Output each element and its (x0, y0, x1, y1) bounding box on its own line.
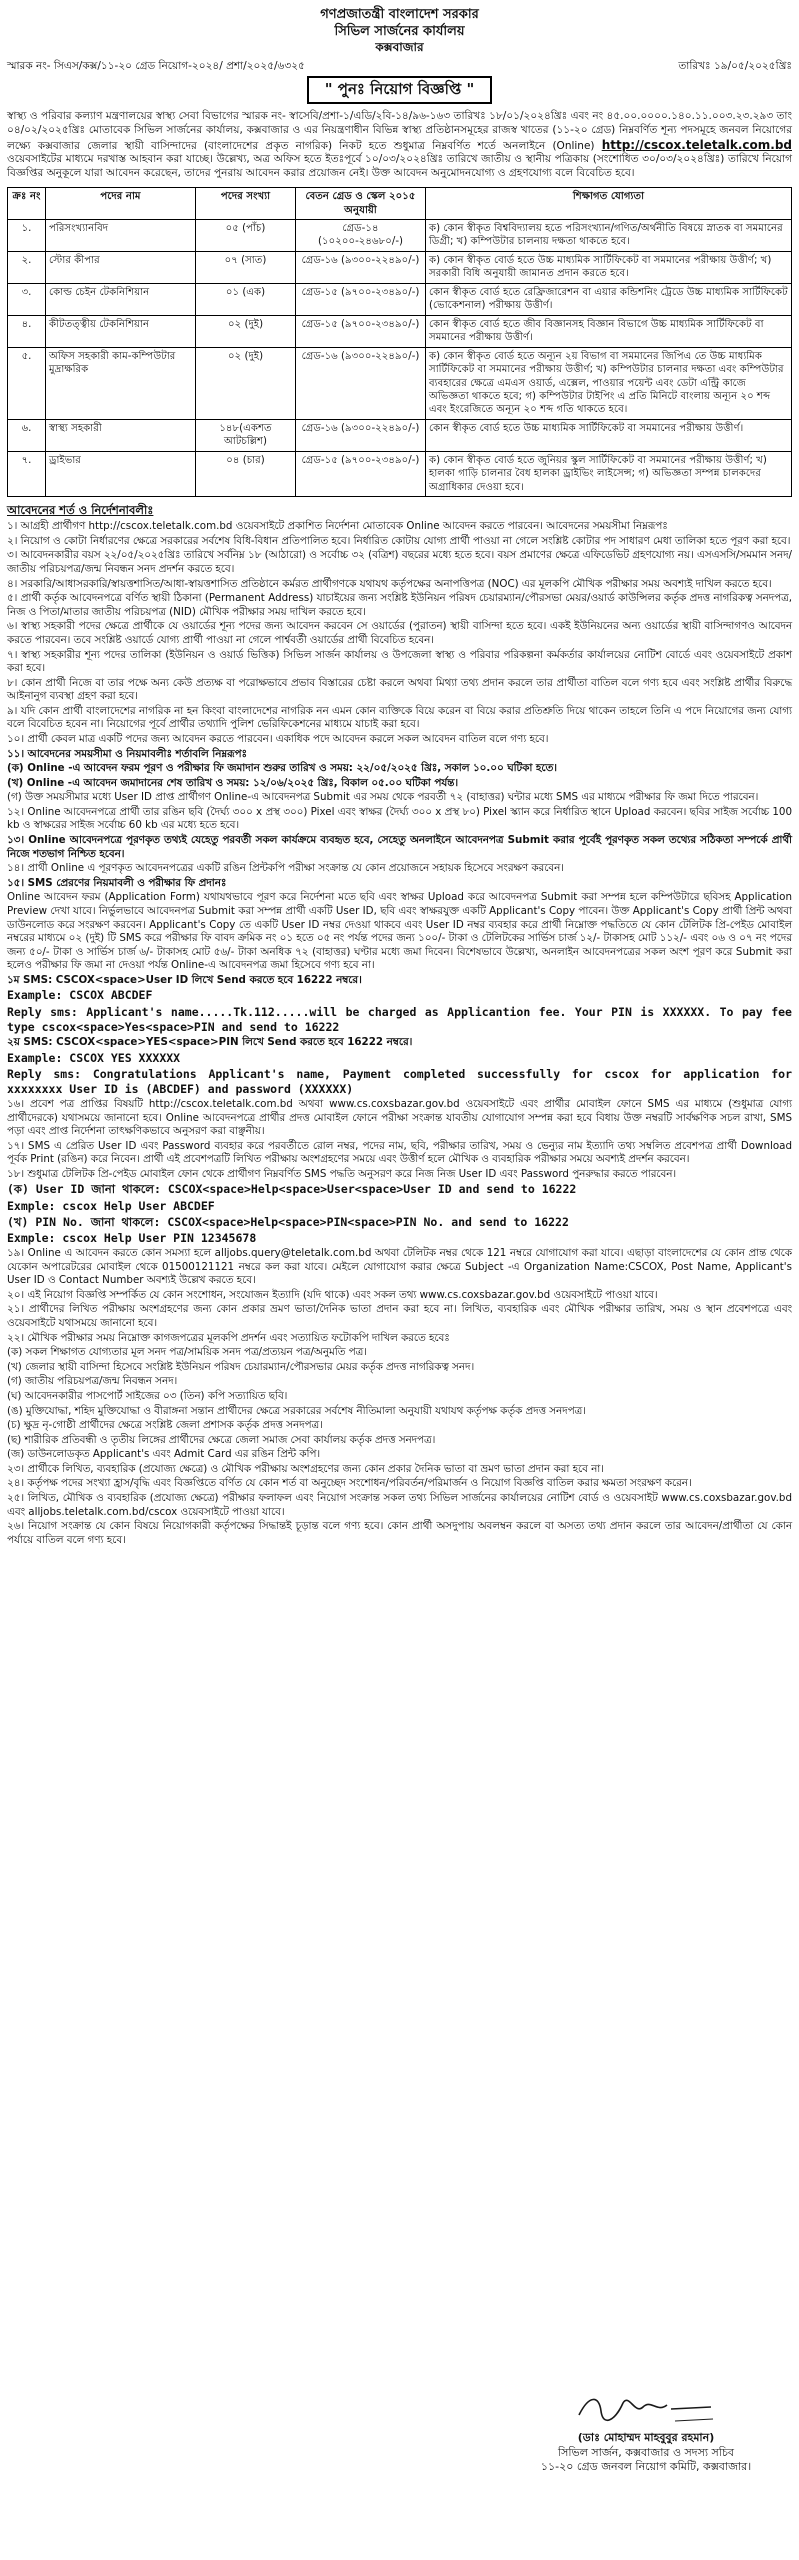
condition-item: ১৬। প্রবেশ পত্র প্রাপ্তির বিষয়টি http://cscox.teletalk.com.bd অথবা www.cs.coxsbazar.gov.bd ওয়েবসাইটে এবং প্রার্থীর মোবাইল ফোনে SMS এর মাধ্যমে (শুধুমাত্র যোগ্য প্রার্থীদেরকে) যথাসময়ে জানানো হবে। Online আবেদনপত্রে প্রার্থীর প্রদত্ত মোবাইল ফোনে পরীক্ষা সংক্রান্ত যাবতীয় যোগাযোগ সম্পন্ন করা হবে বিধায় উক্ত নম্বরটি সার্বক্ষণিক সচল রাখা, SMS পড়া এবং প্রাপ্ত নির্দেশনা তাৎক্ষণিকভাবে অনুসরণ করা বাঞ্ছনীয়। (7, 1098, 792, 1138)
condition-item: ৪। সরকারি/আধাসরকারি/স্বায়ত্তশাসিত/আধা-স্বায়ত্তশাসিত প্রতিষ্ঠানে কর্মরত প্রার্থীগণকে যথাযথ কর্তৃপক্ষের অনাপত্তিপত্র (NOC) এর মূলকপি মৌখিক পরীক্ষার সময় অবশ্যই দাখিল করতে হবে। (7, 577, 772, 590)
table-row (8, 419, 792, 451)
row-post: অফিস সহকারী কাম-কম্পিউটার মুদ্রাক্ষরিক (46, 347, 196, 419)
row-sl: ১. (8, 220, 46, 252)
condition-item: (ছ) শারীরিক প্রতিবন্ধী ও তৃতীয় লিঙ্গের প্রার্থীদের ক্ষেত্রে জেলা সমাজ সেবা কার্যালয় কর্তৃক প্রদত্ত সনদপত্র। (7, 1433, 436, 1446)
table-row (8, 347, 792, 419)
condition-item: (গ) জাতীয় পরিচয়পত্র/জন্ম নিবন্ধন সনদ। (7, 1375, 178, 1388)
row-sl: ৪. (8, 315, 46, 347)
condition-item: ৫। প্রার্থী কর্তৃক আবেদনপত্রে বর্ণিত স্থায়ী ঠিকানা (Permanent Address) যাচাইয়ের জন্য সংশ্লিষ্ট ইউনিয়ন পরিষদ চেয়ারম্যান/পৌরসভা মেয়র/ওয়ার্ড কাউন্সিলর কর্তৃক প্রদত্ত নাগরিকত্ব সনদপত্র, নিজ ও পিতা/মাতার জাতীয় পরিচয়পত্র (NID) মৌখিক পরীক্ষার সময় দাখিল করতে হবে। (7, 592, 792, 618)
memo-number: স্মারক নং- সিএস/কক্স/১১-২০ গ্রেড নিয়োগ-২০২৪/ প্রশা/২০২৫/৬৩২৫ (7, 60, 305, 73)
memo-date: তারিখঃ ১৯/০৫/২০২৫খ্রিঃ (678, 60, 792, 73)
row-sl: ৩. (8, 283, 46, 315)
condition-item: ২৫। লিখিত, মৌখিক ও ব্যবহারিক (প্রযোজ্য ক্ষেত্রে) পরীক্ষার ফলাফল এবং নিয়োগ সংক্রান্ত সকল তথ্য সিভিল সার্জনের কার্যালয়ের নোটিশ বোর্ড ও ওয়েবসাইট www.cs.coxsbazar.gov.bd এবং alljobs.teletalk.com.bd/cscox ওয়েবসাইটে পাওয়া যাবে। (7, 1492, 792, 1518)
condition-item: ২। নিয়োগ ও কোটা নির্ধারণের ক্ষেত্রে সরকারের সর্বশেষ বিধি-বিধান প্রতিপালিত হবে। নির্ধারিত কোটায় যোগ্য প্রার্থী পাওয়া না গেলে সংশ্লিষ্ট কোটার পদ সাধারণ মেধা তালিকা হতে পূরণ করা হবে। (7, 534, 791, 547)
condition-item: ১০। প্রার্থী কেবল মাত্র একটি পদের জন্য আবেদন করতে পারবেন। একাধিক পদে আবেদন করলে সকল আবেদন বাতিল বলে গণ্য হবে। (7, 733, 549, 745)
posts-table-header (8, 188, 792, 220)
row-sl: ৭. (8, 451, 46, 496)
district-name: কক্সবাজার (375, 40, 424, 55)
posts-table (7, 187, 792, 497)
office-header (7, 6, 792, 56)
condition-item: ১৯। Online এ আবেদন করতে কোন সমস্যা হলে alljobs.query@teletalk.com.bd অথবা টেলিটক নম্বর থেকে 121 নম্বরে যোগাযোগ করা যাবে। এছাড়া বাংলাদেশের যে কোন প্রান্ত থেকে যেকোন অপারেটরের মোবাইল থেকে 01500121121 নম্বরে কল করা যাবে। মেইলে যোগাযোগ করার ক্ষেত্রে Subject -এ Organization Name:CSCOX, Post Name, Applicant's User ID ও Contact Number অবশ্যই উল্লেখ করতে হবে। (7, 1247, 792, 1287)
notice-title (7, 76, 792, 104)
condition-item: Example: CSCOX ABCDEF (7, 988, 153, 1003)
condition-item: ৩। আবেদনকারীর বয়স ২২/০৫/২০২৫খ্রিঃ তারিখে সর্বনিম্ন ১৮ (আঠারো) ও সর্বোচ্চ ৩২ (বত্রিশ) বছরের মধ্যে হতে হবে। বয়স প্রমাণের ক্ষেত্রে এফিডেভিট গ্রহণযোগ্য নয়। এসএসসি/সমমান সনদ/জাতীয় পরিচয়পত্র/জন্ম নিবন্ধন সনদ প্রদর্শন করতে হবে। (7, 549, 792, 576)
condition-item: ৭। স্বাস্থ্য সহকারীর শূন্য পদের তালিকা (ইউনিয়ন ও ওয়ার্ড ভিত্তিক) সিভিল সার্জন কার্যালয় ও উপজেলা স্বাস্থ্য ও পরিবার পরিকল্পনা কর্মকর্তার কার্যালয়ের নোটিশ বোর্ডে এবং ওয়েবসাইটে প্রকাশ করা হবে। (7, 648, 792, 675)
row-qualification: ক) কোন স্বীকৃত বিশ্ববিদ্যালয় হতে পরিসংখ্যান/গণিত/অর্থনীতি বিষয়ে স্নাতক বা সমমানের ডিগ্রী; খ) কম্পিউটার চালনায় দক্ষতা থাকতে হবে। (426, 220, 792, 252)
table-row (8, 220, 792, 252)
row-post: স্টোর কীপার (46, 251, 196, 283)
col-header-count: পদের সংখ্যা (196, 188, 296, 220)
condition-item: ৯। যদি কোন প্রার্থী বাংলাদেশের নাগরিক না হন কিংবা বাংলাদেশের নাগরিক নন এমন কোন ব্যক্তিকে বিয়ে করেন বা বিয়ে করার প্রতিশ্রুতি দিয়ে থাকেন তাহলে তিনি এ পদে নিয়োগের জন্য যোগ্য বলে বিবেচিত হবেন না। নিয়োগের পূর্বে প্রার্থীর তথ্যাদি পুলিশ ভেরিফিকেশনের মাধ্যমে যাচাই করা হবে। (7, 704, 792, 731)
conditions-list (7, 520, 792, 1547)
row-count: ০২ (দুই) (196, 315, 296, 347)
condition-item: (ক) Online -এ আবেদন ফরম পূরণ ও পরীক্ষার ফি জমাদান শুরুর তারিখ ও সময়: ২২/০৫/২০২৫ খ্রিঃ, সকাল ১০.০০ ঘটিকা হতে। (7, 762, 557, 775)
notice-page (7, 0, 792, 2474)
row-qualification: ক) কোন স্বীকৃত বোর্ড হতে জুনিয়র স্কুল সার্টিফিকেট বা সমমানের পরীক্ষায় উত্তীর্ণ; খ) হালকা গাড়ি চালনার বৈধ হালকা ড্রাইভিং লাইসেন্স; গ) অভিজ্ঞতা সম্পন্ন চালকদের অগ্রাধিকার দেওয়া হবে। (426, 451, 792, 496)
condition-item: ২১। প্রার্থীদের লিখিত পরীক্ষায় অংশগ্রহণের জন্য কোন প্রকার ভ্রমণ ভাতা/দৈনিক ভাতা প্রদান করা হবে না। লিখিত, ব্যবহারিক এবং মৌখিক পরীক্ষার তারিখ, সময় ও স্থান প্রবেশপত্রে এবং ওয়েবসাইটে যথাসময়ে জানানো হবে। (7, 1303, 792, 1330)
row-count: ০৫ (পাঁচ) (196, 220, 296, 252)
condition-item: (ক) সকল শিক্ষাগত যোগ্যতার মূল সনদ পত্র/সাময়িক সনদ পত্র/প্রত্যয়ন পত্র/অনুমতি পত্র। (7, 1346, 367, 1359)
condition-item: ৬। স্বাস্থ্য সহকারী পদের ক্ষেত্রে প্রার্থীকে যে ওয়ার্ডের শূন্য পদের জন্য আবেদন করবেন সে ওয়ার্ডের (পুরাতন) স্থায়ী বাসিন্দা হতে হবে। একই ইউনিয়নের অন্য ওয়ার্ডের স্থায়ী বাসিন্দাগণও আবেদন করতে পারবেন। তবে সংশ্লিষ্ট ওয়ার্ডে যোগ্য প্রার্থী পাওয়া না গেলে পার্শ্ববর্তী ওয়ার্ডের প্রার্থী বিবেচিত হবেন। (7, 620, 792, 646)
row-grade: গ্রেড-১৬ (৯৩০০-২২৪৯০/-) (296, 347, 426, 419)
condition-item: ২০। এই নিয়োগ বিজ্ঞপ্তি সম্পর্কিত যে কোন সংশোধন, সংযোজন ইত্যাদি (যদি থাকে) এবং সকল তথ্য www.cs.coxsbazar.gov.bd ওয়েবসাইটে পাওয়া যাবে। (7, 1288, 658, 1301)
row-post: কীটতত্ত্বীয় টেকনিশিয়ান (46, 315, 196, 347)
condition-item: Reply sms: Applicant's name.....Tk.112.....will be charged as Applicantion fee. Your PIN is XXXXXX. To pay fee type cscox<space>Yes<space>PIN and send to 16222 (7, 1004, 792, 1034)
condition-item: ১ম SMS: CSCOX<space>User ID লিখে Send করতে হবে 16222 নম্বরে। (7, 973, 362, 986)
col-header-qualification: শিক্ষাগত যোগ্যতা (426, 188, 792, 220)
row-qualification: কোন স্বীকৃত বোর্ড হতে জীব বিজ্ঞানসহ বিজ্ঞান বিভাগে উচ্চ মাধ্যমিক সার্টিফিকেট বা সমমানের পরীক্ষায় উত্তীর্ণ। (426, 315, 792, 347)
row-grade: গ্রেড-১৬ (৯৩০০-২২৪৯০/-) (296, 419, 426, 451)
condition-item: ১৪। প্রার্থী Online এ পূরণকৃত আবেদনপত্রের একটি রঙিন প্রিন্টকপি পরীক্ষা সংক্রান্ত যে কোন প্রয়োজনে সহায়ক হিসেবে সংরক্ষণ করবেন। (7, 862, 564, 875)
signatory-committee: ১১-২০ গ্রেড জনবল নিয়োগ কমিটি, কক্সবাজার। (540, 2460, 752, 2474)
condition-item: ৮। কোন প্রার্থী নিজে বা তার পক্ষে অন্য কেউ প্রত্যক্ষ বা পরোক্ষভাবে প্রভাব বিস্তারের চেষ্টা করলে অথবা মিথ্যা তথ্য প্রদান করলে তার প্রার্থীতা বাতিল বলে গণ্য হবে এবং সংশ্লিষ্ট প্রার্থীর বিরুদ্ধে আইনানুগ ব্যবস্থা গ্রহণ করা হবে। (7, 676, 792, 703)
condition-item: (খ) PIN No. জানা থাকলে: CSCOX<space>Help<space>PIN<space>PIN No. and send to 16222 (7, 1214, 569, 1229)
row-post: ড্রাইভার (46, 451, 196, 496)
col-header-post: পদের নাম (46, 188, 196, 220)
condition-item: ২৪। কর্তৃপক্ষ পদের সংখ্যা হ্রাস/বৃদ্ধি এবং বিজ্ঞপ্তিতে বর্ণিত যে কোন শর্ত বা অনুচ্ছেদ সংশোধন/পরিবর্তন/পরিমার্জন ও নিয়োগ বিজ্ঞপ্তি বাতিল করার ক্ষমতা সংরক্ষণ করেন। (7, 1477, 692, 1490)
condition-item: ১৫। SMS প্রেরণের নিয়মাবলী ও পরীক্ষার ফি প্রদানঃ (7, 876, 227, 889)
row-post: কোল্ড চেইন টেকনিশিয়ান (46, 283, 196, 315)
condition-item: ১২। Online আবেদনপত্রে প্রার্থী তার রঙিন ছবি (দৈর্ঘ্য ৩০০ x প্রস্থ ৩০০) Pixel এবং স্বাক্ষর (দৈর্ঘ্য ৩০০ x প্রস্থ ৮০) Pixel স্ক্যান করে নির্ধারিত স্থানে Upload করবেন। ছবির সাইজ সর্বোচ্চ 100 kb ও স্বাক্ষরের সাইজ সর্বোচ্চ 60 kb এর মধ্যে হতে হবে। (7, 805, 792, 832)
row-grade: গ্রেড-১৫ (৯৭০০-২৩৪৯০/-) (296, 451, 426, 496)
row-sl: ৬. (8, 419, 46, 451)
row-count: ১৪৮(একশত আটচল্লিশ) (196, 419, 296, 451)
row-qualification: ক) কোন স্বীকৃত বোর্ড হতে উচ্চ মাধ্যমিক সার্টিফিকেট বা সমমানের পরীক্ষায় উত্তীর্ণ; খ) সরকারী বিধি অনুযায়ী জামানত প্রদান করতে হবে। (426, 251, 792, 283)
intro-website-link[interactable]: http://cscox.teletalk.com.bd (601, 137, 792, 152)
row-sl: ৫. (8, 347, 46, 419)
col-header-grade: বেতন গ্রেড ও স্কেল ২০১৫ অনুযায়ী (296, 188, 426, 220)
condition-item: (জ) ডাউনলোডকৃত Applicant's এবং Admit Card এর রঙিন প্রিন্ট কপি। (7, 1448, 321, 1461)
govt-name: গণপ্রজাতন্ত্রী বাংলাদেশ সরকার (320, 7, 479, 22)
row-qualification: ক) কোন স্বীকৃত বোর্ড হতে অন্যূন ২য় বিভাগ বা সমমানের জিপিএ তে উচ্চ মাধ্যমিক সার্টিফিকেট বা সমমানের পরীক্ষায় উত্তীর্ণ; খ) কম্পিউটার চালনার দক্ষতা এবং কম্পিউটার ব্যবহারের ক্ষেত্রে এমএস ওয়ার্ড, এক্সেল, পাওয়ার পয়েন্ট এবং ডেটা এন্ট্রি কাজে অভিজ্ঞতা থাকতে হবে; গ) কম্পিউটার টাইপিং এ প্রতি মিনিটে বাংলায় অন্যূন ২০ শব্দ এবং ইংরেজিতে অন্যূন ২০ শব্দ গতি থাকতে হবে। (426, 347, 792, 419)
table-row (8, 251, 792, 283)
row-count: ০৭ (সাত) (196, 251, 296, 283)
condition-item: Exmple: cscox Help User ABCDEF (7, 1198, 215, 1213)
signatory-title: সিভিল সার্জন, কক্সবাজার ও সদস্য সচিব (557, 2445, 735, 2459)
condition-item: ২৩। প্রার্থীকে লিখিত, ব্যবহারিক (প্রযোজ্য ক্ষেত্রে) ও মৌখিক পরীক্ষায় অংশগ্রহণের জন্য কোন প্রকার দৈনিক ভাতা বা ভ্রমণ ভাতা প্রদান করা হবে না। (7, 1462, 604, 1475)
row-count: ০২ (দুই) (196, 347, 296, 419)
condition-item: (ক) User ID জানা থাকলে: CSCOX<space>Help<space>User<space>User ID and send to 16222 (7, 1182, 577, 1197)
condition-item: ২৬। নিয়োগ সংক্রান্ত যে কোন বিষয়ে নিয়োগকারী কর্তৃপক্ষের সিদ্ধান্তই চূড়ান্ত বলে গণ্য হবে। কোন প্রার্থী অসদুপায় অবলম্বন করলে বা অসত্য তথ্য প্রদান করলে তার আবেদন/প্রার্থীতা যে কোন পর্যায়ে বাতিল বলে গণ্য হবে। (7, 1520, 792, 1546)
condition-item: ১৩। Online আবেদনপত্রে পূরণকৃত তথ্যই যেহেতু পরবর্তী সকল কার্যক্রমে ব্যবহৃত হবে, সেহেতু অনলাইনে আবেদনপত্র Submit করার পূর্বেই পূরণকৃত সকল তথ্যের সঠিকতা সম্পর্কে প্রার্থী নিজে শতভাগ নিশ্চিত হবেন। (7, 834, 792, 860)
signature-icon (571, 2385, 721, 2429)
condition-item: (চ) ক্ষুদ্র নৃ-গোষ্ঠী প্রার্থীদের ক্ষেত্রে সংশ্লিষ্ট জেলা প্রশাসক কর্তৃক প্রদত্ত সনদপত্র। (7, 1419, 323, 1432)
condition-item: (খ) জেলার স্থায়ী বাসিন্দা হিসেবে সংশ্লিষ্ট ইউনিয়ন পরিষদ চেয়ারম্যান/পৌরসভার মেয়র কর্তৃক প্রদত্ত নাগরিকত্ব সনদ। (7, 1360, 475, 1373)
office-name: সিভিল সার্জনের কার্যালয় (334, 24, 465, 40)
row-grade: গ্রেড-১৬ (৯৩০০-২২৪৯০/-) (296, 251, 426, 283)
signatory-name: (ডাঃ মোহাম্মদ মাহবুবুর রহমান) (577, 2431, 715, 2444)
condition-item: ২২। মৌখিক পরীক্ষার সময় নিম্নোক্ত কাগজপত্রের মূলকপি প্রদর্শন এবং সত্যায়িত ফটোকপি দাখিল করতে হবেঃ (7, 1331, 450, 1344)
condition-item: (ঙ) মুক্তিযোদ্ধা, শহিদ মুক্তিযোদ্ধা ও বীরাঙ্গনা সন্তান প্রার্থীদের ক্ষেত্রে সরকারের সর্বশেষ নীতিমালা অনুযায়ী যথাযথ কর্তৃপক্ষ কর্তৃক প্রদত্ত সনদপত্র। (7, 1404, 586, 1417)
condition-item: ১৮। শুধুমাত্র টেলিটক প্রি-পেইড মোবাইল ফোন থেকে প্রার্থীগণ নিম্নবর্ণিত SMS পদ্ধতি অনুসরণ করে নিজ নিজ User ID এবং Password পুনরুদ্ধার করতে পারবেন। (7, 1167, 677, 1180)
row-qualification: কোন স্বীকৃত বোর্ড হতে উচ্চ মাধ্যমিক সার্টিফিকেট বা সমমানের পরীক্ষায় উত্তীর্ণ। (426, 419, 792, 451)
row-post: স্বাস্থ্য সহকারী (46, 419, 196, 451)
notice-title-box: " পুনঃ নিয়োগ বিজ্ঞপ্তি " (307, 76, 493, 104)
table-row (8, 283, 792, 315)
col-header-sl: ক্রঃ নং (8, 188, 46, 220)
row-grade: গ্রেড-১৫ (৯৭০০-২৩৪৯০/-) (296, 283, 426, 315)
condition-item: (গ) উক্ত সময়সীমার মধ্যে User ID প্রাপ্ত প্রার্থীগণ Online-এ আবেদনপত্র Submit এর সময় থেকে পরবর্তী ৭২ (বাহাত্তর) ঘন্টার মধ্যে SMS এর মাধ্যমে পরীক্ষার ফি জমা দিতে পারবেন। (7, 791, 759, 804)
intro-text-before: স্বাস্থ্য ও পরিবার কল্যাণ মন্ত্রণালয়ের স্বাস্থ্য সেবা বিভাগের স্মারক নং- স্বাসেবি/প্রশা-১/এডি/২বি-১৪/৯৬-১৬৩ তারিখঃ ১৮/০১/২০২৪খ্রিঃ এবং নং ৪৫.০০.০০০০.১৪০.১১.০০৩.২৩.২৯৩ তাং ০৪/০২/২০২৫খ্রিঃ মোতাবেক সিভিল সার্জনের কার্যালয়, কক্সবাজার ও এর নিয়ন্ত্রণাধীন বিভিন্ন স্বাস্থ্য প্রতিষ্ঠানসমূহের রাজস্ব খাতের (১১-২০ গ্রেড) নিম্নবর্ণিত শূন্য পদসমূহে জনবল নিয়োগের লক্ষ্যে কক্সবাজার জেলার স্থায়ী বাসিন্দাদের (বাংলাদেশের প্রকৃত নাগরিক) নিকট হতে শুধুমাত্র নিম্নবর্ণিত শর্তে অনলাইনে (7, 109, 792, 152)
condition-item: Example: CSCOX YES XXXXXX (7, 1050, 181, 1065)
row-count: ০১ (এক) (196, 283, 296, 315)
condition-item: Exmple: cscox Help User PIN 12345678 (7, 1231, 257, 1245)
condition-item: (ঘ) আবেদনকারীর পাসপোর্ট সাইজের ০৩ (তিন) কপি সত্যায়িত ছবি। (7, 1389, 288, 1402)
condition-item: ১৭। SMS এ প্রেরিত User ID এবং Password ব্যবহার করে পরবর্তীতে রোল নম্বর, পদের নাম, ছবি, পরীক্ষার তারিখ, সময় ও ভেন্যুর নাম ইত্যাদি তথ্য সম্বলিত প্রবেশপত্র প্রার্থী Download পূর্বক Print (রঙিন) করে নিবেন। প্রার্থী এই প্রবেশপত্রটি লিখিত পরীক্ষায় অংশগ্রহণের সময়ে এবং উত্তীর্ণ হলে মৌখিক ও ব্যবহারিক পরীক্ষার সময়ে অবশ্যই প্রদর্শন করবেন। (7, 1139, 792, 1166)
row-count: ০৪ (চার) (196, 451, 296, 496)
row-sl: ২. (8, 251, 46, 283)
condition-item: (খ) Online -এ আবেদন জমাদানের শেষ তারিখ ও সময়: ১২/০৬/২০২৫ খ্রিঃ, বিকাল ০৫.০০ ঘটিকা পর্যন্ত। (7, 776, 459, 789)
intro-text-after: ওয়েবসাইটের মাধ্যমে দরখাস্ত আহবান করা যাচ্ছে। উল্লেখ্য, অত্র অফিস হতে ইতঃপূর্বে ১০/০৩/২০২৪খ্রিঃ তারিখে জাতীয় ও স্থানীয় পত্রিকায় (সংশোধিত ৩০/০৩/২০২৪খ্রিঃ) তারিখে নিয়োগ বিজ্ঞপ্তির অনুকূলে যারা আবেদন করেছেন, তাদের পুনরায় আবেদন করার প্রয়োজন নেই। উক্ত আবেদন অনুমোদনযোগ্য ও গ্রহণযোগ্য বলে বিবেচিত হবে। (7, 153, 792, 180)
table-row (8, 451, 792, 496)
condition-item: ২য় SMS: CSCOX<space>YES<space>PIN লিখে Send করতে হবে 16222 নম্বরে। (7, 1035, 413, 1048)
intro-paragraph (7, 110, 792, 181)
conditions-title: আবেদনের শর্ত ও নির্দেশনাবলীঃ (7, 503, 154, 518)
row-grade: গ্রেড-১৪ (১০২০০-২৪৬৮০/-) (296, 220, 426, 252)
signature-block (536, 2385, 756, 2475)
row-post: পরিসংখ্যানবিদ (46, 220, 196, 252)
condition-item: Online আবেদন ফরম (Application Form) যথাযথভাবে পূরণ করে নির্দেশনা মতে ছবি এবং স্বাক্ষর Upload করে আবেদনপত্র Submit করা সম্পন্ন হলে কম্পিউটারে ছবিসহ Application Preview দেখা যাবে। নির্ভুলভাবে আবেদনপত্র Submit করা সম্পন্ন প্রার্থী একটি User ID, ছবি এবং স্বাক্ষরযুক্ত একটি Applicant's Copy পাবেন। উক্ত Applicant's Copy প্রার্থী প্রিন্ট অথবা ডাউনলোড করে সংরক্ষণ করবেন। Applicant's Copy তে একটি User ID নম্বর দেওয়া থাকবে এবং User ID নম্বর ব্যবহার করে প্রার্থী নিম্নোক্ত পদ্ধতিতে যে কোন টেলিটক প্রি-পেইড মোবাইল নম্বরের মাধ্যমে ০২ (দুই) টি SMS করে পরীক্ষার ফি বাবদ ক্রমিক নং ০১ হতে ০৫ নং পর্যন্ত পদের জন্য ১০০/- টাকা ও টেলিটকের সার্ভিস চার্জ ১২/- টাকাসহ মোট ১১২/- এবং ০৬ ও ০৭ নং পদের জন্য ৫০/- টাকা ও সার্ভিস চার্জ ৬/- টাকাসহ মোট ৫৬/- টাকা অনধিক ৭২ (বাহাত্তর) ঘণ্টার মধ্যে জমা দিবেন। বিশেষভাবে উল্লেখ্য, অনলাইন আবেদনপত্রের সকল অংশ পূরণ করে Submit করা হলেও পরীক্ষার ফি জমা না দেওয়া পর্যন্ত Online-এ আবেদনপত্র জমা হিসেবে গণ্য হবে না। (7, 891, 792, 972)
row-grade: গ্রেড-১৫ (৯৭০০-২৩৪৯০/-) (296, 315, 426, 347)
intro-online-label: (Online) (552, 139, 595, 152)
condition-item: ১। আগ্রহী প্রার্থীগণ http://cscox.teletalk.com.bd ওয়েবসাইটে প্রকাশিত নির্দেশনা মোতাবেক Online আবেদন করতে পারবেন। আবেদনের সময়সীমা নিম্নরূপঃ (7, 520, 668, 533)
condition-item: Reply sms: Congratulations Applicant's name, Payment completed successfully for cscox for application for xxxxxxxx User ID is (ABCDEF) and password (XXXXXX) (7, 1066, 792, 1096)
row-qualification: কোন স্বীকৃত বোর্ড হতে রেফ্রিজারেশন বা এয়ার কন্ডিশনিং ট্রেডে উচ্চ মাধ্যমিক সার্টিফিকেট (ভোকেশনাল) পরীক্ষায় উত্তীর্ণ। (426, 283, 792, 315)
condition-item: ১১। আবেদনের সময়সীমা ও নিয়মাবলীঃ শর্তাবলি নিম্নরূপঃ (7, 747, 248, 760)
table-row (8, 315, 792, 347)
memo-line (7, 60, 792, 74)
